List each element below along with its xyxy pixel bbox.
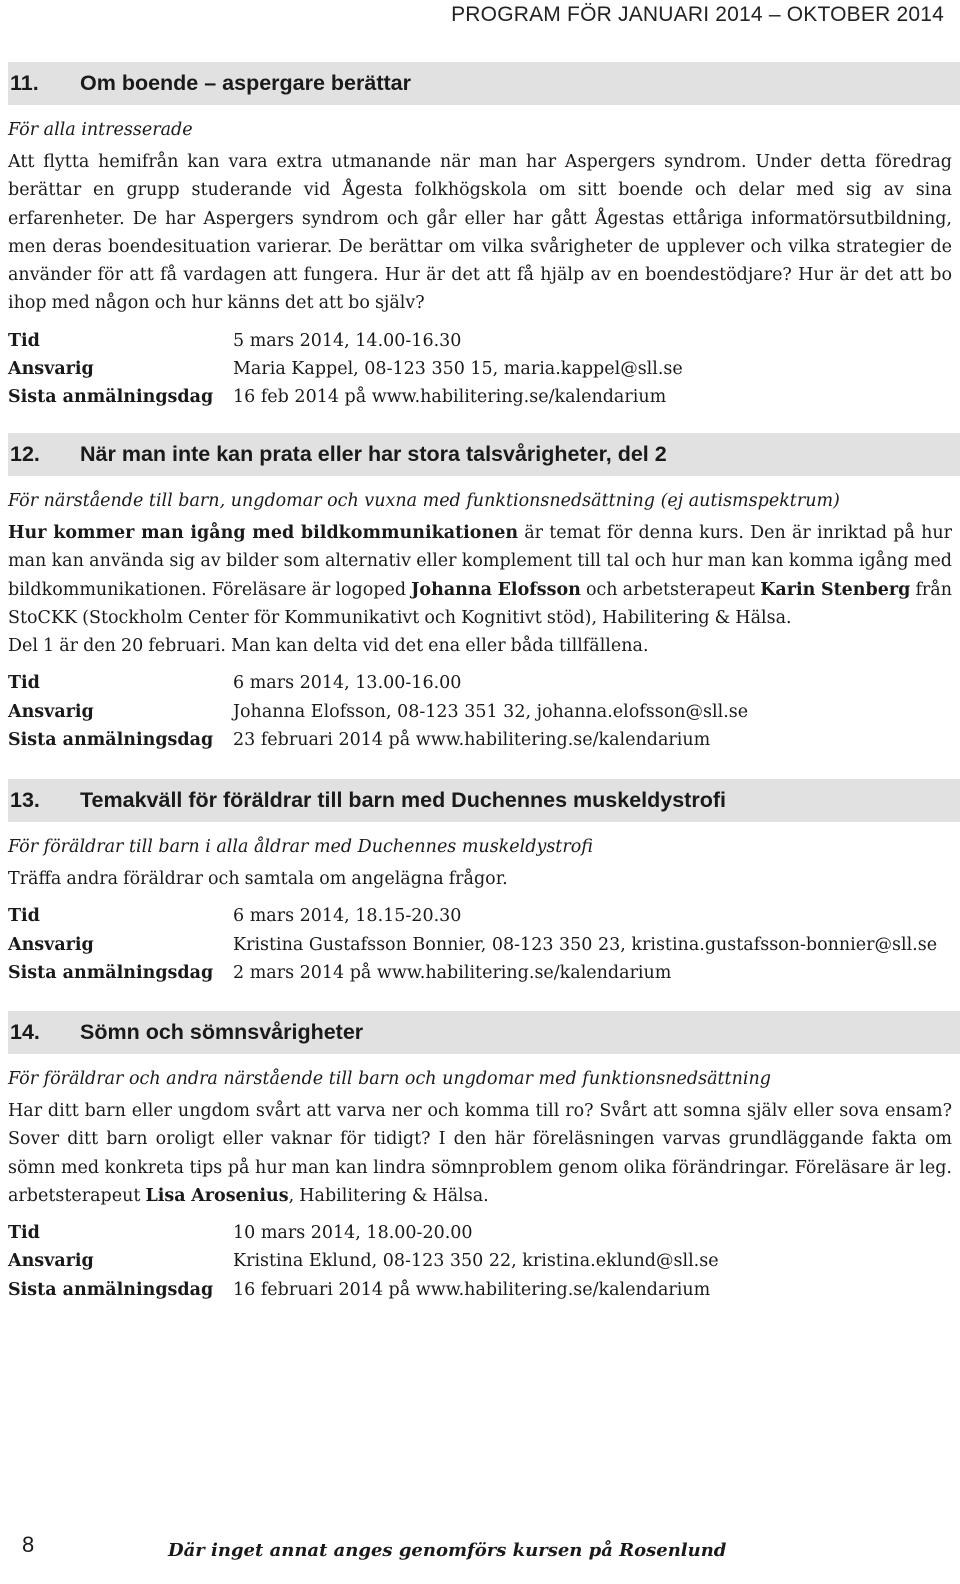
info-row-tid	[8, 327, 952, 355]
course-info	[8, 669, 952, 754]
info-value-sista: 23 februari 2014 på www.habilitering.se/kalendarium	[233, 730, 711, 751]
section-number: 13.	[10, 788, 40, 812]
info-value-ansvarig: Johanna Elofsson, 08-123 351 32, johanna.elofsson@sll.se	[233, 701, 749, 722]
section-number: 11.	[10, 71, 39, 95]
info-label-tid: Tid	[8, 906, 40, 927]
section-number: 14.	[10, 1020, 40, 1044]
info-value-tid: 5 mars 2014, 14.00-16.30	[233, 330, 462, 351]
info-label-sista: Sista anmälningsdag	[8, 1279, 214, 1300]
info-value-sista: 16 feb 2014 på www.habilitering.se/kalendarium	[233, 387, 667, 408]
info-value-tid: 6 mars 2014, 13.00-16.00	[233, 673, 462, 694]
info-label-ansvarig: Ansvarig	[8, 1251, 94, 1272]
info-row-tid	[8, 1219, 952, 1247]
info-label-sista: Sista anmälningsdag	[8, 962, 214, 983]
section-audience: För alla intresserade	[8, 120, 193, 140]
section-header	[8, 779, 960, 822]
course-info	[8, 902, 952, 987]
section-description: Hur kommer man igång med bildkommunikationen är temat för denna kurs. Den är inriktad på hur man kan använda sig av bilder som alternativ eller komplement till tal och hur man kan komma igång med bildkommunikationen. Föreläsare är logoped Johanna Elofsson och arbetsterapeut Karin Stenberg från StoCKK (Stockholm Center för Kommunikativt och Kognitivt stöd), Habilitering & Hälsa. Del 1 är den 20 februari. Man kan delta vid det ena eller båda tillfällena.	[8, 523, 952, 657]
info-value-tid: 6 mars 2014, 18.15-20.30	[233, 906, 462, 927]
section-header	[8, 1011, 960, 1054]
info-label-tid: Tid	[8, 673, 40, 694]
section-description: Har ditt barn eller ungdom svårt att varva ner och komma till ro? Svårt att somna själv eller sova ensam? Sover ditt barn oroligt eller vaknar för tidigt? I den här föreläsningen varvas grundläggande fakta om sömn med konkreta tips på hur man kan lindra sömnproblem genom olika förändringar. Föreläsare är leg. arbetsterapeut Lisa Arosenius, Habilitering & Hälsa.	[8, 1101, 952, 1206]
section-header	[8, 62, 960, 105]
course-info	[8, 1219, 952, 1304]
info-row-sista	[8, 383, 952, 411]
section-description: Att flytta hemifrån kan vara extra utmanande när man har Aspergers syndrom. Under detta föredrag berättar en grupp studerande vid Ågesta folkhögskola om sitt boende och delar med sig av sina erfarenheter. De har Aspergers syndrom och går eller har gått Ågestas ettåriga informatörsutbildning, men deras boendesituation varierar. De berättar om vilka svårigheter de upplever och vilka strategier de använder för att få vardagen att fungera. Hur är det att få hjälp av en boendestödjare? Hur är det att bo ihop med någon och hur känns det att bo själv?	[8, 152, 952, 314]
info-label-tid: Tid	[8, 1223, 40, 1244]
info-row-sista	[8, 726, 952, 754]
section-audience: För föräldrar och andra närstående till barn och ungdomar med funktionsnedsättning	[8, 1069, 771, 1089]
section-title: Om boende – aspergare berättar	[80, 71, 411, 95]
info-label-ansvarig: Ansvarig	[8, 701, 94, 722]
info-row-sista	[8, 1276, 952, 1304]
info-value-ansvarig: Maria Kappel, 08-123 350 15, maria.kappel@sll.se	[233, 359, 683, 380]
info-value-tid: 10 mars 2014, 18.00-20.00	[233, 1223, 473, 1244]
info-row-sista	[8, 959, 952, 987]
section-description: Träffa andra föräldrar och samtala om angelägna frågor.	[8, 869, 508, 889]
course-section-13	[8, 779, 960, 987]
topic-highlight: Hur kommer man igång med bildkommunikationen	[8, 523, 519, 543]
info-row-ansvarig	[8, 355, 952, 383]
info-row-ansvarig	[8, 698, 952, 726]
info-value-ansvarig: Kristina Eklund, 08-123 350 22, kristina.eklund@sll.se	[233, 1251, 719, 1272]
section-audience: För föräldrar till barn i alla åldrar med Duchennes muskeldystrofi	[8, 837, 593, 857]
lecturer-name: Johanna Elofsson	[411, 579, 581, 600]
page-header-title: PROGRAM FÖR JANUARI 2014 – OKTOBER 2014	[451, 3, 944, 26]
info-label-ansvarig: Ansvarig	[8, 934, 94, 955]
info-value-sista: 2 mars 2014 på www.habilitering.se/kalendarium	[233, 962, 672, 983]
course-section-14	[8, 1011, 960, 1304]
footer-note: Där inget annat anges genomförs kursen på Rosenlund	[168, 1540, 727, 1561]
info-value-ansvarig: Kristina Gustafsson Bonnier, 08-123 350 23, kristina.gustafsson-bonnier@sll.se	[233, 934, 938, 955]
lecturer-name: Lisa Arosenius	[145, 1185, 289, 1206]
info-label-sista: Sista anmälningsdag	[8, 387, 214, 408]
info-label-ansvarig: Ansvarig	[8, 359, 94, 380]
section-title: Sömn och sömnsvårigheter	[80, 1020, 364, 1044]
course-info	[8, 327, 952, 412]
lecturer-name: Karin Stenberg	[760, 579, 911, 600]
info-row-tid	[8, 902, 952, 930]
info-label-sista: Sista anmälningsdag	[8, 730, 214, 751]
info-value-sista: 16 februari 2014 på www.habilitering.se/kalendarium	[233, 1279, 711, 1300]
info-row-tid	[8, 669, 952, 697]
section-header	[8, 433, 960, 476]
section-audience: För närstående till barn, ungdomar och vuxna med funktionsnedsättning (ej autismspektrum)	[8, 491, 840, 511]
info-row-ansvarig	[8, 931, 952, 959]
section-title: När man inte kan prata eller har stora talsvårigheter, del 2	[80, 442, 667, 466]
info-label-tid: Tid	[8, 330, 40, 351]
page-number: 8	[22, 1532, 35, 1557]
section-title: Temakväll för föräldrar till barn med Duchennes muskeldystrofi	[80, 788, 726, 812]
info-row-ansvarig	[8, 1247, 952, 1275]
course-section-12	[8, 433, 960, 754]
section-number: 12.	[10, 442, 40, 466]
course-section-11	[8, 62, 960, 412]
